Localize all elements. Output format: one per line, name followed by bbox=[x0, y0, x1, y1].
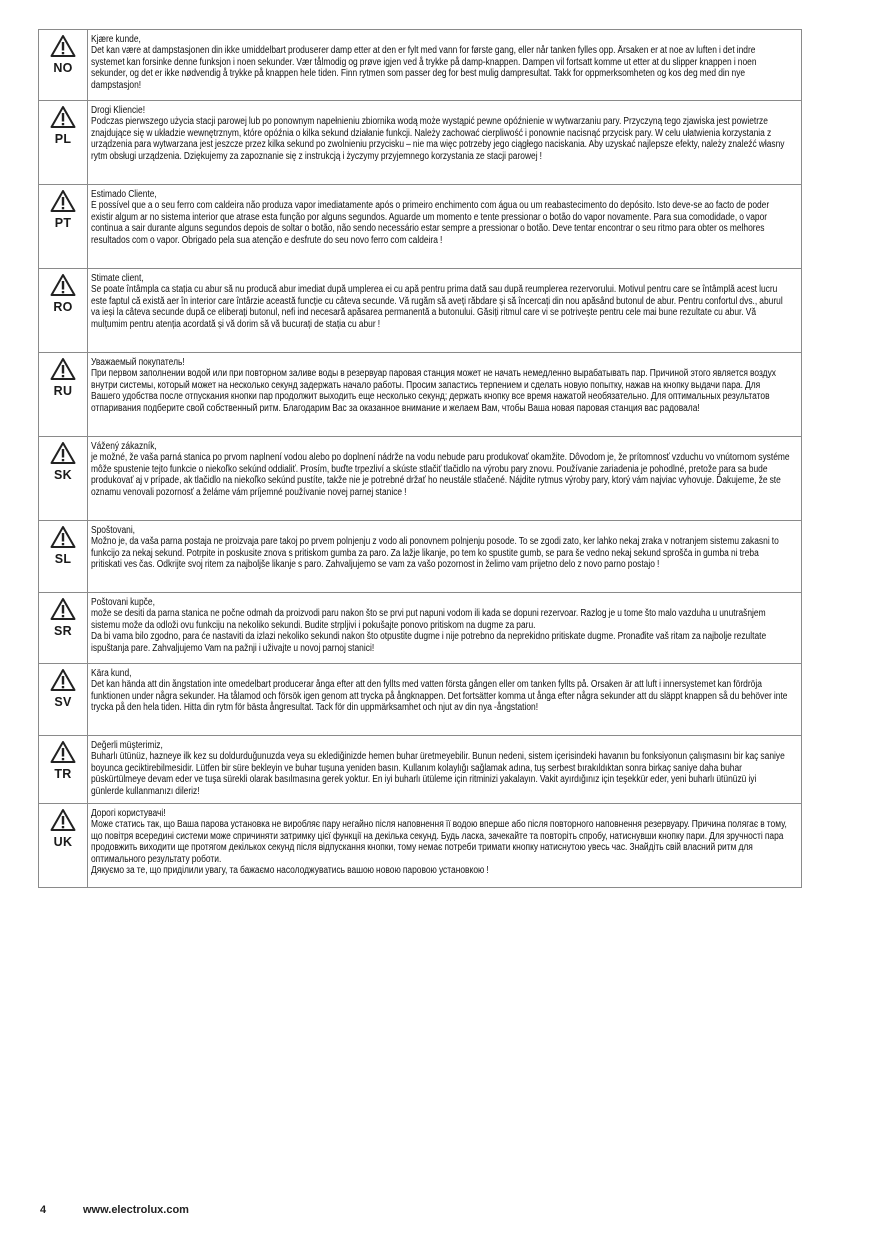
language-section-sr bbox=[39, 593, 802, 664]
language-code: TR bbox=[54, 767, 72, 781]
warning-icon bbox=[50, 189, 76, 213]
page-footer bbox=[40, 1204, 189, 1216]
language-code: PT bbox=[54, 216, 72, 230]
language-section-ru bbox=[39, 353, 802, 437]
salutation: Уважаемый покупатель! bbox=[91, 357, 185, 368]
notice-body: Може статись так, що Ваша парова установка не виробляє пару негайно після наповнення її водою вперше або після повторного наповнення резервуару. Причина полягає в тому, що повітря всередині системи може спричиняти затримку цієї функції на декілька секунд. Будь ласка, зачекайте та повторіть спробу, натиснувши кнопку пари. Для зручності пара продовжить виходити ще протягом декількох секунд після відпускання кнопки, тому немає потреби тримати кнопку натиснутою увесь час. Знайдіть свій власний ритм для оптимального результату роботи. Дякуємо за те, що приділили увагу, та бажаємо насолоджуватись вашою новою паровою установкою ! bbox=[91, 819, 787, 877]
warning-icon bbox=[50, 740, 76, 764]
warning-icon bbox=[50, 273, 76, 297]
language-section-sv bbox=[39, 664, 802, 736]
notice-text-cell bbox=[88, 593, 802, 664]
salutation: Estimado Cliente, bbox=[91, 189, 157, 200]
notice-text-cell bbox=[88, 353, 802, 437]
salutation: Kära kund, bbox=[91, 668, 132, 679]
notice-body: É possível que a o seu ferro com caldeira não produza vapor imediatamente após o primeiro enchimento com água ou um reabastecimento do depósito. Isto deve-se ao facto de poder existir algum ar no sistema interior que atrase esta função por alguns segundos. Aguarde um momento e tente pressionar o botão do vapor novamente. Para sua comodidade, o vapor continua a sair durante alguns segundos depois de soltar o botão, não sendo necessário estar sempre a pressionar o botão. Deve tentar encontrar o seu ritmo para obter os melhores resultados com o vapor. Obrigado pela sua atenção e desfrute do seu novo ferro com caldeira ! bbox=[91, 200, 770, 246]
language-code-cell bbox=[39, 804, 88, 888]
notice-body: Podczas pierwszego użycia stacji parowej lub po ponownym napełnieniu zbiornika wodą może wystąpić pewne opóźnienie w wytwarzaniu pary. Przyczyną tego zjawiska jest powietrze znajdujące się w układzie wewnętrznym, które opóźnia o kilka sekund działanie funkcji. Należy zachować cierpliwość i ponownie nacisnąć przycisk pary. W celu ułatwienia korzystania z urządzenia para wytwarzana jest jeszcze przez kilka sekund po zwolnieniu przycisku – nie ma więc potrzeby jego ciągłego naciskania. Aby uzyskać najlepsze efekty, należy znaleźć własny rytm obsługi urządzenia. Dziękujemy za zapoznanie się z instrukcją i życzymy przyjemnego korzystania ze stacji parowej ! bbox=[91, 116, 785, 162]
notice-body: je možné, že vaša parná stanica po prvom naplnení vodou alebo po doplnení nádrže na vodu nebude paru produkovať okamžite. Dôvodom je, že prítomnosť vzduchu vo vnútornom systéme môže spustenie tejto funkcie o niekoľko sekúnd oddialiť. Prosím, buďte trpezliví a skúste stlačiť tlačidlo na výrobu pary znovu. Používanie zariadenia je pohodlné, pretože para sa bude produkovať aj v prípade, ak tlačidlo na niekoľko sekúnd pustíte, takže nie je potrebné držať ho neustále stlačené. Nájdite rytmus výroby pary, ktorý vám najviac vyhovuje. Ďakujeme, že ste oznamu venovali pozornosť a želáme vám príjemné používanie novej parnej stanice ! bbox=[91, 452, 790, 498]
salutation: Vážený zákazník, bbox=[91, 441, 157, 452]
language-code-cell bbox=[39, 185, 88, 269]
language-code-cell bbox=[39, 664, 88, 736]
notice-body: Možno je, da vaša parna postaja ne proizvaja pare takoj po prvem polnjenju z vodo ali ponovnem polnjenju posode. To se zgodi zato, ker lahko nekaj zraka v notranjem sistemu zakasni to funkcijo za nekaj sekund. Potrpite in poskusite znova s pritiskom gumba za paro. Za lažje likanje, po tem ko spustite gumb, se para še vedno nekaj sekund sprošča in gumba ni treba pritiskati ves čas. Odkrijte svoj ritem za najboljše likanje s paro. Zahvaljujemo se vam za vašo pozornost in želimo vam prijetno delo z novo parno postajo ! bbox=[91, 536, 779, 571]
notice-text-cell bbox=[88, 736, 802, 804]
notice-text-cell bbox=[88, 185, 802, 269]
salutation: Kjære kunde, bbox=[91, 34, 141, 45]
notice-body: При первом заполнении водой или при повторном заливе воды в резервуар паровая станция может не начать немедленно вырабатывать пар. Причиной этого является воздух внутри системы, который может на несколько секунд задержать начало работы. Просим запастись терпением и сделать новую попытку, нажав на кнопку выдачи пара. Для Вашего удобства после отпускания кнопки пар продолжит выходить еще несколько секунд; держать кнопку все время нажатой необязательно. Для оптимальных результатов отпаривания подберите свой собственный ритм. Благодарим Вас за оказанное внимание и желаем Вам, чтобы Ваша новая паровая станция вас радовала! bbox=[91, 368, 777, 414]
language-code: SL bbox=[54, 552, 72, 566]
notice-body: Det kan hända att din ångstation inte omedelbart producerar ånga efter att den fyllts med vatten första gången eller om tanken fyllts på. Orsaken är att luft i innersystemet kan fördröja funktionen under några sekunder. Ha tålamod och försök igen genom att trycka på ångknappen. Det fortsätter komma ut ånga efter några sekunder att du släppt knappen så du behöver inte trycka på den hela tiden. Hitta din rytm för bästa ångresultat. Tack för din uppmärksamhet och njut av din nya -ångstation! bbox=[91, 679, 788, 714]
notice-text-cell bbox=[88, 30, 802, 101]
language-section-pl bbox=[39, 101, 802, 185]
language-code-cell bbox=[39, 30, 88, 101]
warning-icon bbox=[50, 668, 76, 692]
language-code-cell bbox=[39, 269, 88, 353]
notice-body: Det kan være at dampstasjonen din ikke umiddelbart produserer damp etter at den er fylt med vann for første gang, eller når tanken fylles opp. Årsaken er at noe av luften i det indre systemet kan forsinke denne funksjon i noen sekunder. Vær tålmodig og prøve igjen ved å trykke på damp-knappen. Dampen vil fortsatt komme ut etter at du slipper knappen i noen sekunder, og det er ikke nødvendig å trykke på knappen hele tiden. Finn rytmen som passer deg for best mulig dampresultat. Takk for oppmerksomheten og kos deg med din nye dampstasjon! bbox=[91, 45, 757, 91]
warning-icon bbox=[50, 357, 76, 381]
language-code: SR bbox=[54, 624, 72, 638]
language-section-ro bbox=[39, 269, 802, 353]
salutation: Poštovani kupče, bbox=[91, 597, 155, 608]
language-code: RU bbox=[53, 384, 73, 398]
warning-icon bbox=[50, 808, 76, 832]
salutation: Drogi Kliencie! bbox=[91, 105, 146, 116]
language-code: RO bbox=[53, 300, 73, 314]
notice-body: Se poate întâmpla ca stația cu abur să nu producă abur imediat după umplerea ei cu apă pentru prima dată sau după reumplerea rezervorului. Motivul pentru care se întâmplă acest lucru este faptul că există aer în interior care întârzie această funcție cu câteva secunde. Vă rugăm să aveți răbdare și să încercați din nou apăsând butonul de abur. Pentru confortul dvs., aburul va ieși la câteva secunde după ce eliberați butonul, nefi ind necesară apăsarea permanentă a butonului. Găsiți ritmul care vi se potrivește pentru cele mai bune rezultate cu abur. Vă mulțumim pentru atenția acordată și vă dorim să vă bucurați de stația cu abur ! bbox=[91, 284, 783, 330]
notice-body: može se desiti da parna stanica ne počne odmah da proizvodi paru nakon što se prvi put napuni vodom ili kada se dopuni rezervoar. Razlog je u tome što malo vazduha u unutrašnjem sistemu može da odloži ovu funkciju na nekoliko sekundi. Budite strpljivi i pokušajte ponovo pritiskom na dugme za paru. Da bi vama bilo zgodno, para će nastaviti da izlazi nekoliko sekundi nakon što otpustite dugme i nije potrebno da neprekidno pritiskate dugme. Pronađite vaš ritam za najbolje rezultate ispuštanja pare. Zahvaljujemo Vam na pažnji i uživajte u novoj parnoj stanici! bbox=[91, 608, 767, 654]
language-code: PL bbox=[54, 132, 72, 146]
notice-text-cell bbox=[88, 521, 802, 593]
website-url: www.electrolux.com bbox=[83, 1204, 189, 1216]
page-number: 4 bbox=[40, 1204, 47, 1216]
notice-text-cell bbox=[88, 664, 802, 736]
salutation: Spoštovani, bbox=[91, 525, 136, 536]
notice-text-cell bbox=[88, 804, 802, 888]
language-section-sl bbox=[39, 521, 802, 593]
warning-icon bbox=[50, 441, 76, 465]
language-notice-table bbox=[38, 29, 802, 888]
notice-text-cell bbox=[88, 269, 802, 353]
notice-text-cell bbox=[88, 101, 802, 185]
language-section-sk bbox=[39, 437, 802, 521]
language-code-cell bbox=[39, 437, 88, 521]
notice-body: Buharlı ütünüz, hazneye ilk kez su doldurduğunuzda veya su eklediğinizde hemen buhar üretmeyebilir. Bunun nedeni, sistem içerisindeki havanın bu fonksiyonun çalışmasını bir kaç saniye boyunca geciktirebilmesidir. Lütfen bir süre bekleyin ve buhar tuşuna yeniden basın. Kullanım kolaylığı sağlamak adına, tuş serbest bırakıldıktan sonra birkaç saniye daha buhar püskürtülmeye devam eder ve tuşa sürekli olarak basılmasına gerek yoktur. En iyi buharlı ütüleme için ritminizi yakalayın. Vakit ayırdığınız için teşekkür eder, yeni buharlı ütünüzü iyi günlerde kullanmanızı dileriz! bbox=[91, 751, 785, 797]
language-section-pt bbox=[39, 185, 802, 269]
language-code-cell bbox=[39, 593, 88, 664]
warning-icon bbox=[50, 34, 76, 58]
warning-icon bbox=[50, 105, 76, 129]
notice-text-cell bbox=[88, 437, 802, 521]
warning-icon bbox=[50, 597, 76, 621]
language-section-no bbox=[39, 30, 802, 101]
salutation: Değerli müşterimiz, bbox=[91, 740, 163, 751]
language-code: NO bbox=[53, 61, 73, 75]
warning-icon bbox=[50, 525, 76, 549]
language-code-cell bbox=[39, 521, 88, 593]
salutation: Stimate client, bbox=[91, 273, 144, 284]
salutation: Дорогі користувачі! bbox=[91, 808, 166, 819]
language-code: UK bbox=[53, 835, 73, 849]
language-code-cell bbox=[39, 353, 88, 437]
language-code: SK bbox=[54, 468, 72, 482]
language-code-cell bbox=[39, 101, 88, 185]
language-code: SV bbox=[54, 695, 72, 709]
language-section-tr bbox=[39, 736, 802, 804]
language-code-cell bbox=[39, 736, 88, 804]
language-section-uk bbox=[39, 804, 802, 888]
